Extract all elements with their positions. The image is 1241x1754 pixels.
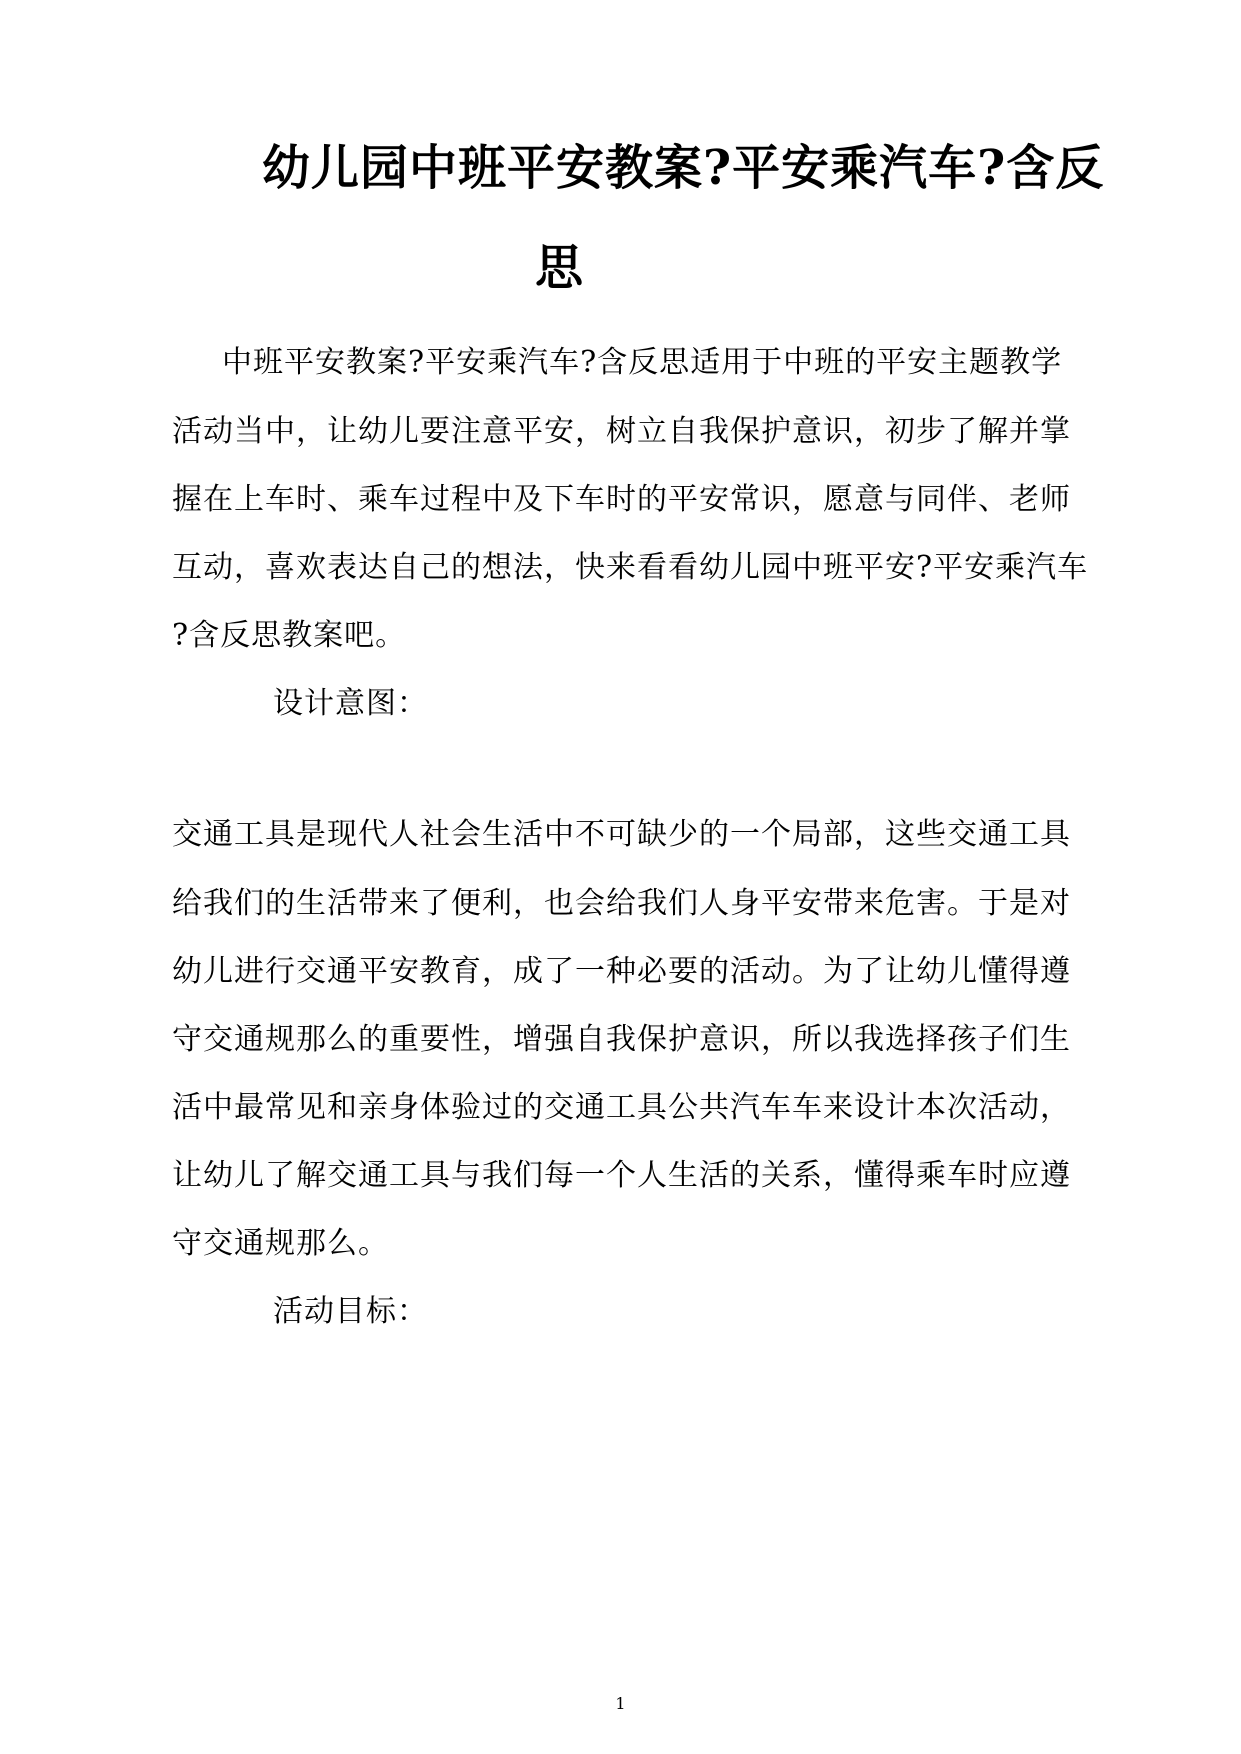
design-line-2: 给我们的生活带来了便利，也会给我们人身平安带来危害。于是对 bbox=[172, 886, 1071, 921]
intro-line-2: 活动当中，让幼儿要注意平安，树立自我保护意识，初步了解并掌 bbox=[172, 414, 1071, 449]
intro-line-1: 中班平安教案?平安乘汽车?含反思适用于中班的平安主题教学 bbox=[222, 345, 1063, 380]
document-title-line-2: 思 bbox=[535, 240, 585, 296]
design-line-6: 让幼儿了解交通工具与我们每一个人生活的关系，懂得乘车时应遵 bbox=[172, 1158, 1071, 1193]
document-title-line-1: 幼儿园中班平安教案?平安乘汽车?含反 bbox=[262, 140, 1105, 196]
design-line-4: 守交通规那么的重要性，增强自我保护意识，所以我选择孩子们生 bbox=[172, 1022, 1071, 1057]
intro-line-4: 互动，喜欢表达自己的想法，快来看看幼儿园中班平安?平安乘汽车 bbox=[172, 550, 1089, 585]
design-line-1: 交通工具是现代人社会生活中不可缺少的一个局部，这些交通工具 bbox=[172, 817, 1071, 852]
page-number: 1 bbox=[615, 1694, 626, 1713]
design-line-7: 守交通规那么。 bbox=[172, 1226, 389, 1261]
design-line-3: 幼儿进行交通平安教育，成了一种必要的活动。为了让幼儿懂得遵 bbox=[172, 954, 1071, 989]
heading-activity-goals: 活动目标： bbox=[273, 1294, 428, 1329]
design-line-5: 活中最常见和亲身体验过的交通工具公共汽车车来设计本次活动， bbox=[172, 1090, 1071, 1125]
intro-line-5: ?含反思教案吧。 bbox=[172, 618, 407, 653]
heading-design-intent: 设计意图： bbox=[273, 686, 428, 721]
intro-line-3: 握在上车时、乘车过程中及下车时的平安常识，愿意与同伴、老师 bbox=[172, 482, 1071, 517]
